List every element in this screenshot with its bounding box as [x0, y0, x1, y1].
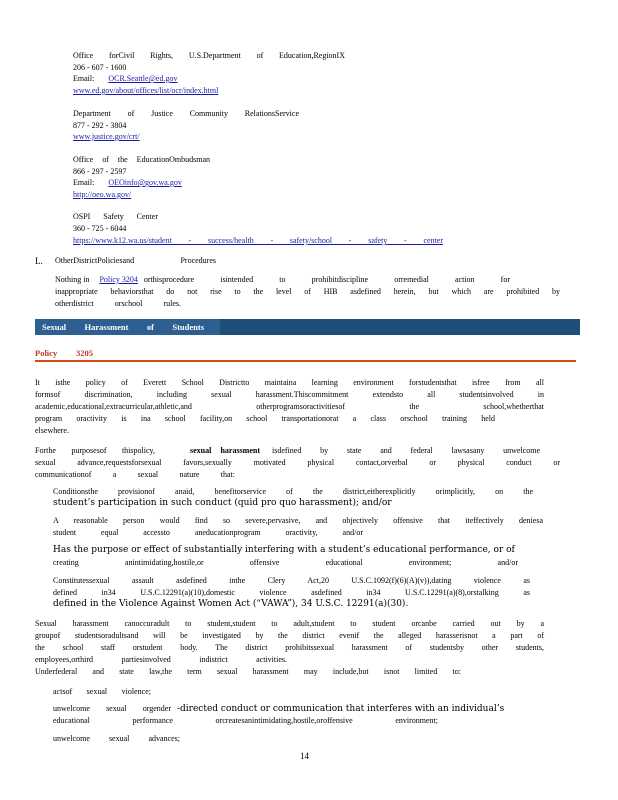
banner-title: Sexual Harassment of Students [42, 322, 204, 332]
bullet-line: Constitutessexual assault asdefined inthe Clery Act,20 U.S.C.1092(f)(6)(A)(v)),dating violence as [53, 576, 530, 585]
url-link[interactable]: www.ed.gov/about/offices/list/ocr/index.html [73, 86, 219, 95]
paragraph-line: academic,educational,extracurricular,athletic,and otherprogramsoractivitiesof the school,whetherthat [35, 402, 544, 411]
bullet-line: A reasonable person would find so severe,pervasive, and objectively offensive that iteffectively deniesa [53, 516, 543, 525]
bullet-line: actsof sexual violence; [53, 687, 151, 696]
policy-text: Nothing in [55, 275, 90, 284]
bullet-line: defined in the Violence Against Women Act (“VAWA”), 34 U.S.C. 12291(a)(30). [53, 599, 409, 609]
paragraph-line: It isthe policy of Everett School Districtto maintaina learning environment forstudentsthat isfree from all [35, 378, 544, 387]
paragraph-line: the school staff orstudent body. The district prohibitssexual harassment of studentsby other students, [35, 643, 544, 652]
page-number: 14 [300, 751, 309, 761]
paragraph-text: isdefined by state and federal lawsasany unwelcome [272, 446, 540, 455]
bullet-line: creating anintimidating,hostile,or offensive educational environment; and/or [53, 558, 518, 567]
paragraph-line: sexual advance,requestsforsexual favors,sexually motivated physical contact,orverbal or physical conduct or [35, 458, 560, 467]
contact-phone: 360 - 725 - 6044 [73, 224, 127, 233]
paragraph-line: groupof studentsoradultsand will be investigated by the district evenif the alleged harasserisnot a part of [35, 631, 544, 640]
policy-text: inappropriate behaviorsthat do not rise to the level of HIB asdefined herein, but which are prohibited by [55, 287, 560, 296]
bullet-line: unwelcome sexual advances; [53, 734, 180, 743]
url-link[interactable]: https://www.k12.wa.us/student - success/health - safety/school - safety - center [73, 236, 443, 245]
contact-title: Department of Justice Community RelationsService [73, 109, 299, 118]
email-label: Email: [73, 74, 95, 83]
email-label: Email: [73, 178, 95, 187]
contact-phone: 877 - 292 - 3804 [73, 121, 127, 130]
bullet-text: unwelcome sexual orgender [53, 704, 171, 713]
policy-heading: Policy 3205 [35, 348, 93, 358]
policy-text: otherdistrict orschool rules. [55, 299, 181, 308]
url-link[interactable]: http://oeo.wa.gov/ [73, 190, 132, 199]
contact-phone: 206 - 607 - 1600 [73, 63, 127, 72]
section-heading: OtherDistrictPoliciesand Procedures [55, 256, 216, 265]
paragraph-line: Sexual harassment canoccuradult to student,student to adult,student to student orcanbe carried out by a [35, 619, 544, 628]
bullet-line: student equal accessto aneducationprogram oractivity, and/or [53, 528, 363, 537]
paragraph-line: program oractivity is ina school facility,on school transportationorat a class orschool training held [35, 414, 495, 423]
paragraph-line: communicationof a sexual nature that: [35, 470, 235, 479]
email-link[interactable]: OCR.Seattle@ed.gov [108, 74, 178, 83]
bullet-line: Conditionsthe provisionof anaid, benefitorservice of the district,eitherexplicitly orimplicitly, on the [53, 487, 533, 496]
bullet-text: -directed conduct or communication that interferes with an individual’s [177, 704, 505, 714]
paragraph-text: Forthe purposesof thispolicy, [35, 446, 155, 455]
contact-title: OSPI Safety Center [73, 212, 158, 221]
policy-3204-link[interactable]: Policy 3204 [99, 275, 138, 284]
bullet-line: defined in34 U.S.C.12291(a)(10),domestic violence asdefined in34 U.S.C.12291(a)(8),orstalking as [53, 588, 530, 597]
paragraph-line: formsof discrimination, including sexual harassment.Thiscommitment extendsto all studentsinvolved in [35, 390, 544, 399]
email-link[interactable]: OEOinfo@gov.wa.gov [108, 178, 182, 187]
bullet-line: educational performance orcreatesanintimidating,hostile,oroffensive environment; [53, 716, 438, 725]
term-sexual-harassment: sexual harassment [190, 446, 260, 455]
paragraph-line: elsewhere. [35, 426, 69, 435]
paragraph-line: Underfederal and state law,the term sexual harassment may include,but isnot limited to: [35, 667, 461, 676]
section-marker: L. [35, 256, 43, 266]
policy-text: orthisprocedure isintended to prohibitdiscipline orremedial action for [143, 275, 510, 284]
url-link[interactable]: www.justice.gov/crt/ [73, 132, 140, 141]
heading-rule [35, 360, 576, 362]
paragraph-line: employees,orthird partiesinvolved indistrict activities. [35, 655, 287, 664]
contact-title: Office forCivil Rights, U.S.Department of Education,RegionIX [73, 51, 345, 60]
bullet-line: Has the purpose or effect of substantially interfering with a student’s educational performance, or of [53, 545, 515, 555]
contact-phone: 866 - 297 - 2597 [73, 167, 127, 176]
bullet-line: student’s participation in such conduct (quid pro quo harassment); and/or [53, 498, 392, 508]
contact-title: Office of the EducationOmbudsman [73, 155, 210, 164]
